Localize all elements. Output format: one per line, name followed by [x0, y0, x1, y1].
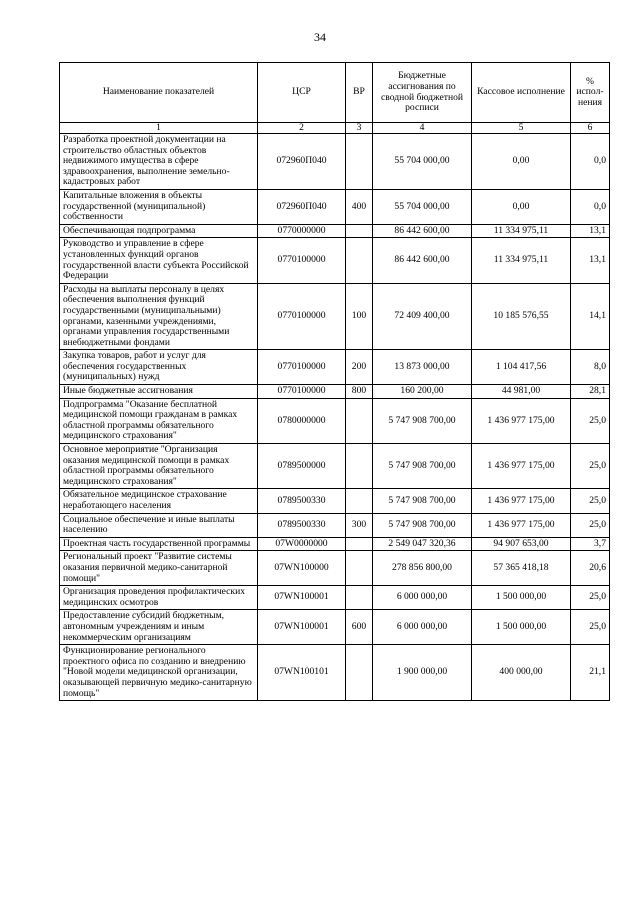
row-cash-cell: 1 436 977 175,00 [472, 444, 571, 489]
row-cash-cell: 11 334 975,11 [472, 224, 571, 238]
row-vr-cell [346, 489, 373, 513]
table-row [60, 610, 610, 645]
row-name-cell: Функционирование регионального проектного офиса по созданию и внедрению "Новой модели медицинской организации, оказывающей первичную медико-санитарную помощь" [60, 645, 258, 701]
row-budget-cell: 55 704 000,00 [373, 134, 472, 190]
column-number: 6 [571, 123, 610, 134]
row-cash-cell: 0,00 [472, 189, 571, 224]
row-budget-cell: 1 900 000,00 [373, 645, 472, 701]
row-name-cell: Основное мероприятие "Организация оказания медицинской помощи в рамках областной программы обязательного медицинского страхования" [60, 444, 258, 489]
row-csr-cell: 0789500000 [258, 444, 346, 489]
row-pct-cell: 25,0 [571, 444, 610, 489]
row-name-cell: Организация проведения профилактических медицинских осмотров [60, 586, 258, 610]
row-budget-cell: 13 873 000,00 [373, 350, 472, 385]
row-csr-cell: 07W0000000 [258, 537, 346, 551]
row-budget-cell: 160 200,00 [373, 385, 472, 399]
header-budget: Бюджетные ассигнования по сводной бюджетной росписи [373, 63, 472, 123]
row-name-cell: Закупка товаров, работ и услуг для обеспечения государственных (муниципальных) нужд [60, 350, 258, 385]
row-pct-cell: 28,1 [571, 385, 610, 399]
row-cash-cell: 0,00 [472, 134, 571, 190]
column-number: 3 [346, 123, 373, 134]
row-csr-cell: 072960П040 [258, 134, 346, 190]
row-pct-cell: 8,0 [571, 350, 610, 385]
row-vr-cell [346, 551, 373, 586]
column-number: 5 [472, 123, 571, 134]
row-csr-cell: 0789500330 [258, 513, 346, 537]
header-pct: % испол-нения [571, 63, 610, 123]
row-budget-cell: 86 442 600,00 [373, 238, 472, 283]
row-csr-cell: 07WN100001 [258, 586, 346, 610]
row-name-cell: Проектная часть государственной программы [60, 537, 258, 551]
header-name: Наименование показателей [60, 63, 258, 123]
row-pct-cell: 25,0 [571, 398, 610, 443]
row-pct-cell: 20,6 [571, 551, 610, 586]
table-row [60, 385, 610, 399]
row-csr-cell: 0770100000 [258, 350, 346, 385]
row-cash-cell: 10 185 576,55 [472, 283, 571, 350]
row-vr-cell: 300 [346, 513, 373, 537]
row-budget-cell: 6 000 000,00 [373, 586, 472, 610]
header-vr: ВР [346, 63, 373, 123]
row-name-cell: Подпрограмма "Оказание бесплатной медицинской помощи гражданам в рамках областной программы обязательного медицинского страхования" [60, 398, 258, 443]
row-budget-cell: 278 856 800,00 [373, 551, 472, 586]
table-row [60, 551, 610, 586]
row-budget-cell: 5 747 908 700,00 [373, 444, 472, 489]
row-budget-cell: 86 442 600,00 [373, 224, 472, 238]
table-row [60, 586, 610, 610]
row-name-cell: Капитальные вложения в объекты государственной (муниципальной) собственности [60, 189, 258, 224]
row-cash-cell: 1 500 000,00 [472, 586, 571, 610]
row-name-cell: Региональный проект "Развитие системы оказания первичной медико-санитарной помощи" [60, 551, 258, 586]
header-csr: ЦСР [258, 63, 346, 123]
table-row [60, 283, 610, 350]
column-number-row [60, 123, 610, 134]
row-vr-cell [346, 134, 373, 190]
row-pct-cell: 0,0 [571, 134, 610, 190]
row-cash-cell: 11 334 975,11 [472, 238, 571, 283]
table-row [60, 645, 610, 701]
row-vr-cell: 400 [346, 189, 373, 224]
table-body [60, 134, 610, 701]
table-header-row [60, 63, 610, 123]
row-pct-cell: 25,0 [571, 610, 610, 645]
row-csr-cell: 07WN100000 [258, 551, 346, 586]
row-name-cell: Разработка проектной документации на строительство областных объектов недвижимого имущества в сфере здравоохранения, выполнение земельно-кадастровых работ [60, 134, 258, 190]
row-name-cell: Обеспечивающая подпрограмма [60, 224, 258, 238]
row-pct-cell: 25,0 [571, 513, 610, 537]
row-pct-cell: 0,0 [571, 189, 610, 224]
row-vr-cell: 600 [346, 610, 373, 645]
column-number: 1 [60, 123, 258, 134]
row-cash-cell: 57 365 418,18 [472, 551, 571, 586]
table-row [60, 513, 610, 537]
budget-table [59, 62, 610, 701]
row-name-cell: Социальное обеспечение и иные выплаты населению [60, 513, 258, 537]
row-budget-cell: 5 747 908 700,00 [373, 513, 472, 537]
table-row [60, 224, 610, 238]
row-csr-cell: 0770000000 [258, 224, 346, 238]
column-number: 2 [258, 123, 346, 134]
header-cash: Кассовое исполнение [472, 63, 571, 123]
row-vr-cell [346, 645, 373, 701]
row-vr-cell [346, 537, 373, 551]
row-pct-cell: 14,1 [571, 283, 610, 350]
table-row [60, 189, 610, 224]
row-pct-cell: 25,0 [571, 489, 610, 513]
row-csr-cell: 0789500330 [258, 489, 346, 513]
table-row [60, 444, 610, 489]
row-budget-cell: 55 704 000,00 [373, 189, 472, 224]
row-cash-cell: 1 500 000,00 [472, 610, 571, 645]
row-name-cell: Руководство и управление в сфере установленных функций органов государственной власти субъекта Российской Федерации [60, 238, 258, 283]
table-row [60, 489, 610, 513]
row-name-cell: Иные бюджетные ассигнования [60, 385, 258, 399]
row-vr-cell [346, 444, 373, 489]
page-number: 34 [314, 30, 326, 44]
row-vr-cell [346, 398, 373, 443]
row-budget-cell: 5 747 908 700,00 [373, 398, 472, 443]
row-budget-cell: 72 409 400,00 [373, 283, 472, 350]
row-csr-cell: 07WN100001 [258, 610, 346, 645]
row-csr-cell: 0770100000 [258, 385, 346, 399]
row-cash-cell: 1 436 977 175,00 [472, 489, 571, 513]
row-cash-cell: 1 436 977 175,00 [472, 398, 571, 443]
table-row [60, 238, 610, 283]
row-pct-cell: 13,1 [571, 238, 610, 283]
row-csr-cell: 0770100000 [258, 283, 346, 350]
table-row [60, 134, 610, 190]
row-vr-cell: 800 [346, 385, 373, 399]
row-cash-cell: 94 907 653,00 [472, 537, 571, 551]
row-vr-cell [346, 238, 373, 283]
row-cash-cell: 1 436 977 175,00 [472, 513, 571, 537]
row-csr-cell: 07WN100101 [258, 645, 346, 701]
row-pct-cell: 3,7 [571, 537, 610, 551]
row-budget-cell: 5 747 908 700,00 [373, 489, 472, 513]
row-csr-cell: 072960П040 [258, 189, 346, 224]
row-budget-cell: 2 549 047 320,36 [373, 537, 472, 551]
row-vr-cell: 200 [346, 350, 373, 385]
row-cash-cell: 44 981,00 [472, 385, 571, 399]
row-cash-cell: 1 104 417,56 [472, 350, 571, 385]
row-pct-cell: 13,1 [571, 224, 610, 238]
row-vr-cell [346, 224, 373, 238]
row-pct-cell: 25,0 [571, 586, 610, 610]
row-name-cell: Обязательное медицинское страхование неработающего населения [60, 489, 258, 513]
table-row [60, 350, 610, 385]
row-vr-cell [346, 586, 373, 610]
row-vr-cell: 100 [346, 283, 373, 350]
row-pct-cell: 21,1 [571, 645, 610, 701]
row-csr-cell: 0780000000 [258, 398, 346, 443]
row-name-cell: Предоставление субсидий бюджетным, автономным учреждениям и иным некоммерческим организациям [60, 610, 258, 645]
column-number: 4 [373, 123, 472, 134]
row-budget-cell: 6 000 000,00 [373, 610, 472, 645]
row-name-cell: Расходы на выплаты персоналу в целях обеспечения выполнения функций государственными (муниципальными) органами, казенными учреждениями, органами управления государственными внебюджетными фондами [60, 283, 258, 350]
row-cash-cell: 400 000,00 [472, 645, 571, 701]
table-row [60, 398, 610, 443]
row-csr-cell: 0770100000 [258, 238, 346, 283]
table-row [60, 537, 610, 551]
